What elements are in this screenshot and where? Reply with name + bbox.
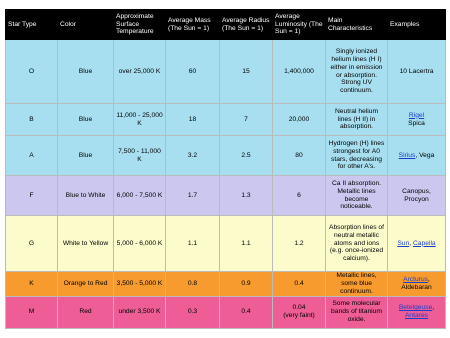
color-cell: White to Yellow <box>58 216 114 272</box>
temperature-cell: 11,000 - 25,000 K <box>114 104 166 136</box>
characteristics-cell: Neutral helium lines (H II) in absorption. <box>326 104 388 136</box>
luminosity-cell: 20,000 <box>273 104 326 136</box>
table-body <box>6 40 446 329</box>
luminosity-value: 0.04 <box>292 304 306 312</box>
example-text: , Vega <box>415 151 435 159</box>
example-text: 10 Lacertra <box>399 67 434 75</box>
example-link[interactable]: Betelgeuse <box>398 304 433 312</box>
table-row-m <box>6 296 446 328</box>
luminosity-note: (very faint) <box>283 312 315 320</box>
characteristics-cell: Metallic lines, some blue continuum. <box>326 272 388 297</box>
header-star-type: Star Type <box>6 10 58 40</box>
characteristics-cell: Hydrogen (H) lines strongest for A0 stars, decreasing for other A's. <box>326 136 388 176</box>
star-type-cell: G <box>6 216 58 272</box>
header-luminosity: Average Luminosity (The Sun = 1) <box>273 10 326 40</box>
table-row-k <box>6 272 446 297</box>
example-link[interactable]: Arcturus <box>403 275 429 283</box>
example-link[interactable]: Antares <box>404 312 429 320</box>
table-row-b <box>6 104 446 136</box>
examples-cell <box>388 104 446 136</box>
luminosity-cell: 80 <box>273 136 326 176</box>
mass-cell: 3.2 <box>166 136 220 176</box>
examples-cell <box>388 296 446 328</box>
table-row-f <box>6 176 446 216</box>
color-cell: Blue <box>58 40 114 104</box>
star-classification-table-container <box>5 9 445 329</box>
temperature-cell: 5,000 - 6,000 K <box>114 216 166 272</box>
characteristics-cell: Absorption lines of neutral metallic atoms and ions (e.g. once-ionized calcium). <box>326 216 388 272</box>
example-link[interactable]: Capella <box>412 239 436 247</box>
header-characteristics: Main Characteristics <box>326 10 388 40</box>
mass-cell: 18 <box>166 104 220 136</box>
luminosity-cell: 6 <box>273 176 326 216</box>
examples-cell <box>388 136 446 176</box>
mass-cell: 60 <box>166 40 220 104</box>
color-cell: Blue <box>58 136 114 176</box>
luminosity-cell: 0.4 <box>273 272 326 297</box>
example-link[interactable]: Sirius <box>398 151 416 159</box>
example-link[interactable]: Rigel <box>408 111 425 119</box>
radius-cell: 2.5 <box>220 136 273 176</box>
color-cell: Blue <box>58 104 114 136</box>
example-text: , Aldebaran <box>401 275 432 291</box>
examples-cell <box>388 272 446 297</box>
example-text: , <box>409 239 413 247</box>
color-cell: Red <box>58 296 114 328</box>
star-type-cell: K <box>6 272 58 297</box>
characteristics-cell: Ca II absorption. Metallic lines become noticeable. <box>326 176 388 216</box>
mass-cell: 0.8 <box>166 272 220 297</box>
header-temperature: Approximate Surface Temperature <box>114 10 166 40</box>
header-color: Color <box>58 10 114 40</box>
example-link[interactable]: Sun <box>397 239 410 247</box>
temperature-cell: 6,000 - 7,500 K <box>114 176 166 216</box>
temperature-cell: under 3,500 K <box>114 296 166 328</box>
star-classification-table <box>5 9 446 329</box>
table-row-a <box>6 136 446 176</box>
radius-cell: 15 <box>220 40 273 104</box>
radius-cell: 0.4 <box>220 296 273 328</box>
luminosity-cell: 1.2 <box>273 216 326 272</box>
temperature-cell: 3,500 - 5,000 K <box>114 272 166 297</box>
radius-cell: 7 <box>220 104 273 136</box>
example-text: Spica <box>408 119 425 127</box>
star-type-cell: A <box>6 136 58 176</box>
radius-cell: 1.1 <box>220 216 273 272</box>
star-type-cell: O <box>6 40 58 104</box>
examples-cell <box>388 216 446 272</box>
luminosity-cell <box>273 296 326 328</box>
star-type-cell: F <box>6 176 58 216</box>
examples-cell <box>388 40 446 104</box>
header-examples: Examples <box>388 10 446 40</box>
example-text: Canopus, Procyon <box>402 187 431 203</box>
radius-cell: 1.3 <box>220 176 273 216</box>
luminosity-cell: 1,400,000 <box>273 40 326 104</box>
table-row-o <box>6 40 446 104</box>
table-row-g <box>6 216 446 272</box>
characteristics-cell: Some molecular bands of titanium oxide. <box>326 296 388 328</box>
mass-cell: 1.1 <box>166 216 220 272</box>
mass-cell: 0.3 <box>166 296 220 328</box>
star-type-cell: B <box>6 104 58 136</box>
star-type-cell: M <box>6 296 58 328</box>
header-mass: Average Mass (The Sun = 1) <box>166 10 220 40</box>
header-radius: Average Radius (The Sun = 1) <box>220 10 273 40</box>
examples-cell <box>388 176 446 216</box>
color-cell: Blue to White <box>58 176 114 216</box>
color-cell: Orange to Red <box>58 272 114 297</box>
temperature-cell: 7,500 - 11,000 K <box>114 136 166 176</box>
characteristics-cell: Singly ionized helium lines (H I) either in emission or absorption. Strong UV continuum. <box>326 40 388 104</box>
temperature-cell: over 25,000 K <box>114 40 166 104</box>
mass-cell: 1.7 <box>166 176 220 216</box>
radius-cell: 0.9 <box>220 272 273 297</box>
example-text: , <box>432 304 435 312</box>
table-header-row <box>6 10 446 40</box>
